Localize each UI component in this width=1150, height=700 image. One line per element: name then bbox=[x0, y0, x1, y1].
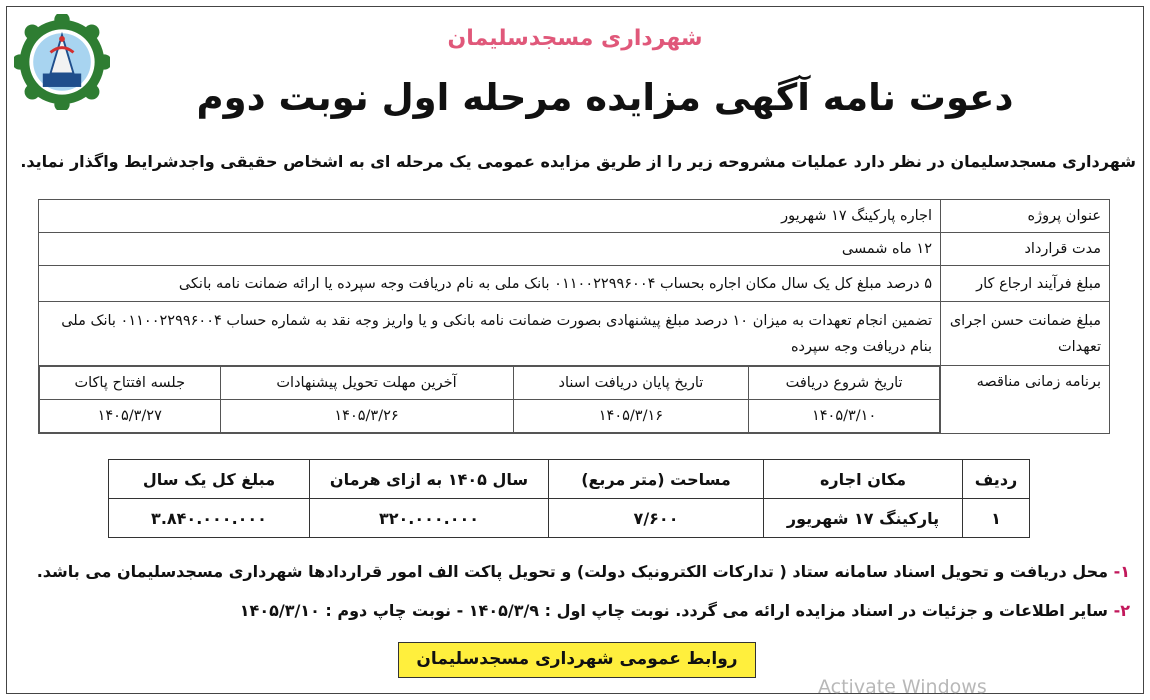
activate-windows-watermark: Activate Windows bbox=[818, 676, 987, 698]
table-cell: ۳۲۰.۰۰۰.۰۰۰ bbox=[310, 499, 549, 538]
column-header: سال ۱۴۰۵ به ازای هرمان bbox=[310, 460, 549, 499]
table-cell: ۳.۸۴۰.۰۰۰.۰۰۰ bbox=[109, 499, 310, 538]
schedule-header: آخرین مهلت تحویل پیشنهادات bbox=[220, 367, 513, 400]
column-header: ردیف bbox=[963, 460, 1030, 499]
schedule-header: تاریخ پایان دریافت اسناد bbox=[513, 367, 749, 400]
column-header: مبلغ کل یک سال bbox=[109, 460, 310, 499]
row-label: مبلغ ضمانت حسن اجرای تعهدات bbox=[941, 302, 1110, 366]
schedule-header: جلسه افتتاح پاکات bbox=[40, 367, 221, 400]
table-row bbox=[39, 200, 1110, 233]
table-row bbox=[39, 366, 1110, 434]
table-row bbox=[40, 400, 940, 433]
schedule-value: ۱۴۰۵/۳/۲۶ bbox=[220, 400, 513, 433]
auction-info-table bbox=[38, 199, 1110, 434]
column-header: مکان اجاره bbox=[764, 460, 963, 499]
table-row bbox=[39, 302, 1110, 366]
note-1 bbox=[10, 562, 1130, 581]
public-relations-footer: روابط عمومی شهرداری مسجدسلیمان bbox=[398, 642, 756, 678]
schedule-value: ۱۴۰۵/۳/۱۶ bbox=[513, 400, 749, 433]
table-cell: پارکینگ ۱۷ شهریور bbox=[764, 499, 963, 538]
table-cell: ۱ bbox=[963, 499, 1030, 538]
row-value: اجاره پارکینگ ۱۷ شهریور bbox=[39, 200, 941, 233]
page-title: دعوت نامه آگهی مزایده مرحله اول نوبت دوم bbox=[196, 76, 1014, 119]
table-cell: ۷/۶۰۰ bbox=[549, 499, 764, 538]
items-table bbox=[108, 459, 1030, 538]
schedule-value: ۱۴۰۵/۳/۲۷ bbox=[40, 400, 221, 433]
table-row bbox=[39, 266, 1110, 302]
note-number: ۲- bbox=[1113, 601, 1130, 620]
schedule-label: برنامه زمانی مناقصه bbox=[941, 366, 1110, 434]
note-text: سایر اطلاعات و جزئیات در اسناد مزایده ارائه می گردد. نوبت چاپ اول : ۱۴۰۵/۳/۹ - نوبت چاپ دوم : ۱۴۰۵/۳/۱۰ bbox=[239, 601, 1109, 620]
row-label: مدت قرارداد bbox=[941, 233, 1110, 266]
row-value: تضمین انجام تعهدات به میزان ۱۰ درصد مبلغ پیشنهادی بصورت ضمانت نامه بانکی و یا واریز وجه نقد به شماره حساب ۰۱۱۰۰۲۲۹۹۶۰۰۴ بانک ملی بنام دریافت وجه سپرده bbox=[39, 302, 941, 366]
table-row bbox=[39, 233, 1110, 266]
schedule-cell bbox=[39, 366, 941, 434]
column-header: مساحت (متر مربع) bbox=[549, 460, 764, 499]
note-text: محل دریافت و تحویل اسناد سامانه ستاد ( تدارکات الکترونیک دولت) و تحویل پاکت الف امور قراردادها شهرداری مسجدسلیمان می باشد. bbox=[36, 562, 1109, 581]
row-label: عنوان پروژه bbox=[941, 200, 1110, 233]
schedule-table bbox=[39, 366, 940, 433]
note-number: ۱- bbox=[1113, 562, 1130, 581]
schedule-header: تاریخ شروع دریافت bbox=[749, 367, 940, 400]
table-row bbox=[40, 367, 940, 400]
row-label: مبلغ فرآیند ارجاع کار bbox=[941, 266, 1110, 302]
schedule-value: ۱۴۰۵/۳/۱۰ bbox=[749, 400, 940, 433]
note-2 bbox=[10, 601, 1130, 620]
row-value: ۱۲ ماه شمسی bbox=[39, 233, 941, 266]
table-row bbox=[109, 499, 1030, 538]
intro-text: شهرداری مسجدسلیمان در نظر دارد عملیات مشروحه زیر را از طریق مزایده عمومی یک مرحله ای به اشخاص حقیقی واجدشرایط واگذار نماید. bbox=[20, 152, 1136, 171]
municipality-name: شهرداری مسجدسلیمان bbox=[447, 26, 703, 51]
row-value: ۵ درصد مبلغ کل یک سال مکان اجاره بحساب ۰۱۱۰۰۲۲۹۹۶۰۰۴ بانک ملی به نام دریافت وجه سپرده یا ارائه ضمانت نامه بانکی bbox=[39, 266, 941, 302]
table-row bbox=[109, 460, 1030, 499]
